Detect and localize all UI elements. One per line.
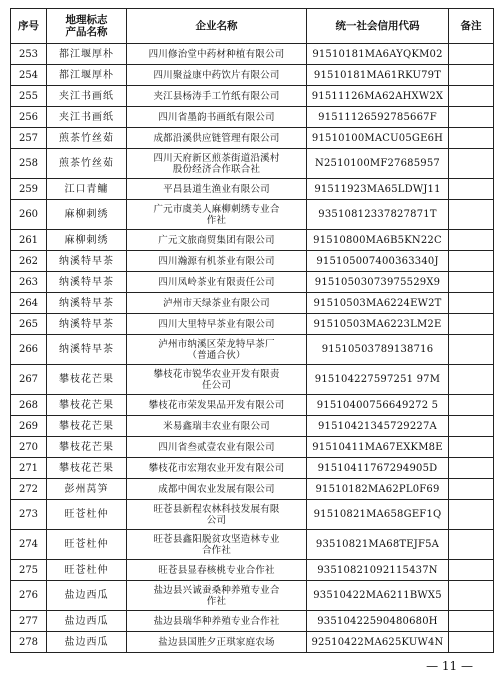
row-code: 91510181MA61RKU79T bbox=[307, 65, 449, 86]
row-product: 旺苍杜仲 bbox=[47, 530, 127, 560]
table-row bbox=[11, 107, 494, 128]
row-product: 纳溪特早茶 bbox=[47, 293, 127, 314]
table-row bbox=[11, 293, 494, 314]
row-no: 265 bbox=[11, 314, 47, 335]
row-company: 成都沿溪供应链管理有限公司 bbox=[127, 128, 307, 149]
row-remark bbox=[449, 128, 494, 149]
row-company: 旺苍县显春核桃专业合作社 bbox=[127, 560, 307, 581]
table-row bbox=[11, 335, 494, 365]
row-code: 91511126MA62AHXW2X bbox=[307, 86, 449, 107]
row-no: 273 bbox=[11, 500, 47, 530]
row-code: 93510821MA68TEJF5A bbox=[307, 530, 449, 560]
row-company: 四川省叁贰壹农业有限公司 bbox=[127, 437, 307, 458]
row-no: 253 bbox=[11, 44, 47, 65]
table-row bbox=[11, 179, 494, 200]
row-product: 都江堰厚朴 bbox=[47, 44, 127, 65]
row-code: 91510821MA658GEF1Q bbox=[307, 500, 449, 530]
row-no: 256 bbox=[11, 107, 47, 128]
row-company: 盐边县瑞华种养殖专业合作社 bbox=[127, 611, 307, 632]
row-code: 91510411MA67EXKM8E bbox=[307, 437, 449, 458]
table-row bbox=[11, 479, 494, 500]
row-no: 263 bbox=[11, 272, 47, 293]
row-remark bbox=[449, 251, 494, 272]
table-row bbox=[11, 416, 494, 437]
table-row bbox=[11, 581, 494, 611]
row-no: 277 bbox=[11, 611, 47, 632]
row-no: 267 bbox=[11, 365, 47, 395]
row-company: 攀枝花市宏翔农业开发有限公司 bbox=[127, 458, 307, 479]
row-product: 纳溪特早茶 bbox=[47, 251, 127, 272]
table-row bbox=[11, 530, 494, 560]
row-product: 纳溪特早茶 bbox=[47, 335, 127, 365]
row-company: 四川瀚源有机茶业有限公司 bbox=[127, 251, 307, 272]
row-no: 257 bbox=[11, 128, 47, 149]
enterprise-table bbox=[10, 8, 494, 653]
row-company: 盐边县兴诚蚕桑种养殖专业合 作社 bbox=[127, 581, 307, 611]
table-row bbox=[11, 314, 494, 335]
row-product: 攀枝花芒果 bbox=[47, 395, 127, 416]
row-company: 成都中闽农业发展有限公司 bbox=[127, 479, 307, 500]
row-company: 泸州市天绿茶业有限公司 bbox=[127, 293, 307, 314]
row-product: 麻柳刺绣 bbox=[47, 230, 127, 251]
row-code: 91510411767294905D bbox=[307, 458, 449, 479]
row-product: 攀枝花芒果 bbox=[47, 458, 127, 479]
row-product: 攀枝花芒果 bbox=[47, 437, 127, 458]
row-product: 攀枝花芒果 bbox=[47, 416, 127, 437]
row-product: 夹江书画纸 bbox=[47, 86, 127, 107]
row-remark bbox=[449, 395, 494, 416]
row-remark bbox=[449, 179, 494, 200]
row-code: 91510400756649272 5 bbox=[307, 395, 449, 416]
row-code: 93510821092115437N bbox=[307, 560, 449, 581]
header-remark: 备注 bbox=[449, 9, 494, 44]
row-no: 264 bbox=[11, 293, 47, 314]
row-remark bbox=[449, 530, 494, 560]
row-company: 四川天府新区煎茶街道沿溪村 股份经济合作联合社 bbox=[127, 149, 307, 179]
header-product: 地理标志 产品名称 bbox=[47, 9, 127, 44]
row-remark bbox=[449, 365, 494, 395]
table-row bbox=[11, 230, 494, 251]
row-code: 92510422MA625KUW4N bbox=[307, 632, 449, 653]
row-no: 258 bbox=[11, 149, 47, 179]
row-code: 93510422MA6211BWX5 bbox=[307, 581, 449, 611]
row-product: 都江堰厚朴 bbox=[47, 65, 127, 86]
row-code: 91510503MA6223LM2E bbox=[307, 314, 449, 335]
row-no: 272 bbox=[11, 479, 47, 500]
table-row bbox=[11, 251, 494, 272]
row-code: 91510421345729227A bbox=[307, 416, 449, 437]
row-remark bbox=[449, 314, 494, 335]
header-code: 统一社会信用代码 bbox=[307, 9, 449, 44]
table-row bbox=[11, 611, 494, 632]
table-row bbox=[11, 365, 494, 395]
row-company: 广元文旅商贸集团有限公司 bbox=[127, 230, 307, 251]
row-no: 254 bbox=[11, 65, 47, 86]
row-product: 麻柳刺绣 bbox=[47, 200, 127, 230]
row-no: 270 bbox=[11, 437, 47, 458]
table-row bbox=[11, 149, 494, 179]
row-company: 广元市虞美人麻柳刺绣专业合 作社 bbox=[127, 200, 307, 230]
row-remark bbox=[449, 632, 494, 653]
table-row bbox=[11, 86, 494, 107]
row-product: 纳溪特早茶 bbox=[47, 272, 127, 293]
row-product: 纳溪特早茶 bbox=[47, 314, 127, 335]
row-company: 盐边县国胜夕正琪家庭农场 bbox=[127, 632, 307, 653]
row-code: 91511923MA65LDWJ11 bbox=[307, 179, 449, 200]
table-row bbox=[11, 272, 494, 293]
row-code: 91510181MA6AYQKM02 bbox=[307, 44, 449, 65]
row-code: 915105007400363340J bbox=[307, 251, 449, 272]
row-remark bbox=[449, 86, 494, 107]
row-remark bbox=[449, 611, 494, 632]
row-no: 278 bbox=[11, 632, 47, 653]
row-remark bbox=[449, 65, 494, 86]
row-no: 269 bbox=[11, 416, 47, 437]
row-no: 276 bbox=[11, 581, 47, 611]
row-code: 91510800MA6B5KN22C bbox=[307, 230, 449, 251]
row-company: 旺苍县新程农林科技发展有限 公司 bbox=[127, 500, 307, 530]
row-company: 四川凤岭茶业有限责任公司 bbox=[127, 272, 307, 293]
row-no: 266 bbox=[11, 335, 47, 365]
row-company: 泸州市纳溪区荣龙特早茶厂 （普通合伙） bbox=[127, 335, 307, 365]
row-remark bbox=[449, 107, 494, 128]
row-remark bbox=[449, 479, 494, 500]
row-product: 盐边西瓜 bbox=[47, 632, 127, 653]
row-product: 煎茶竹丝茹 bbox=[47, 128, 127, 149]
table-row bbox=[11, 200, 494, 230]
row-company: 夹江县杨涛手工竹纸有限公司 bbox=[127, 86, 307, 107]
row-remark bbox=[449, 581, 494, 611]
row-code: 91510503789138716 bbox=[307, 335, 449, 365]
row-no: 268 bbox=[11, 395, 47, 416]
row-remark bbox=[449, 200, 494, 230]
row-no: 275 bbox=[11, 560, 47, 581]
row-code: 91510503MA6224EW2T bbox=[307, 293, 449, 314]
row-product: 旺苍杜仲 bbox=[47, 500, 127, 530]
row-remark bbox=[449, 437, 494, 458]
header-company: 企业名称 bbox=[127, 9, 307, 44]
table-row bbox=[11, 395, 494, 416]
row-code: 93510812337827871T bbox=[307, 200, 449, 230]
table-row bbox=[11, 560, 494, 581]
row-no: 260 bbox=[11, 200, 47, 230]
row-product: 旺苍杜仲 bbox=[47, 560, 127, 581]
row-company: 攀枝花市荣发果品开发有限公司 bbox=[127, 395, 307, 416]
row-code: 91511126592785667F bbox=[307, 107, 449, 128]
row-company: 攀枝花市锐华农业开发有限责 任公司 bbox=[127, 365, 307, 395]
row-company: 四川聚益康中药饮片有限公司 bbox=[127, 65, 307, 86]
row-no: 274 bbox=[11, 530, 47, 560]
table-row bbox=[11, 632, 494, 653]
row-code: 91510503073975529X9 bbox=[307, 272, 449, 293]
row-company: 旺苍县鑫阳脱贫攻坚造林专业 合作社 bbox=[127, 530, 307, 560]
row-code: 93510422590480680H bbox=[307, 611, 449, 632]
row-company: 平昌县道生渔业有限公司 bbox=[127, 179, 307, 200]
row-remark bbox=[449, 230, 494, 251]
table-row bbox=[11, 44, 494, 65]
table-header-row bbox=[11, 9, 494, 44]
row-remark bbox=[449, 335, 494, 365]
row-remark bbox=[449, 458, 494, 479]
row-no: 255 bbox=[11, 86, 47, 107]
header-no: 序号 bbox=[11, 9, 47, 44]
row-no: 259 bbox=[11, 179, 47, 200]
row-company: 四川大里特早茶业有限公司 bbox=[127, 314, 307, 335]
row-no: 261 bbox=[11, 230, 47, 251]
table-row bbox=[11, 500, 494, 530]
row-product: 夹江书画纸 bbox=[47, 107, 127, 128]
row-no: 271 bbox=[11, 458, 47, 479]
table-row bbox=[11, 65, 494, 86]
row-code: 91510182MA62PL0F69 bbox=[307, 479, 449, 500]
row-product: 攀枝花芒果 bbox=[47, 365, 127, 395]
row-code: 91510100MACU05GE6H bbox=[307, 128, 449, 149]
row-remark bbox=[449, 416, 494, 437]
row-remark bbox=[449, 560, 494, 581]
table-body bbox=[11, 44, 494, 653]
table-row bbox=[11, 437, 494, 458]
row-code: 915104227597251 97M bbox=[307, 365, 449, 395]
row-product: 彭州莴笋 bbox=[47, 479, 127, 500]
row-remark bbox=[449, 272, 494, 293]
row-product: 江口青鳙 bbox=[47, 179, 127, 200]
row-company: 米易鑫瑞丰农业有限公司 bbox=[127, 416, 307, 437]
row-remark bbox=[449, 44, 494, 65]
table-row bbox=[11, 128, 494, 149]
row-product: 煎茶竹丝茹 bbox=[47, 149, 127, 179]
row-remark bbox=[449, 500, 494, 530]
page-number: — 11 — bbox=[426, 659, 473, 673]
row-remark bbox=[449, 293, 494, 314]
table-row bbox=[11, 458, 494, 479]
row-no: 262 bbox=[11, 251, 47, 272]
row-company: 四川省墨韵书画纸有限公司 bbox=[127, 107, 307, 128]
row-product: 盐边西瓜 bbox=[47, 581, 127, 611]
row-product: 盐边西瓜 bbox=[47, 611, 127, 632]
row-company: 四川修治堂中药材种植有限公司 bbox=[127, 44, 307, 65]
row-remark bbox=[449, 149, 494, 179]
row-code: N2510100MF27685957 bbox=[307, 149, 449, 179]
